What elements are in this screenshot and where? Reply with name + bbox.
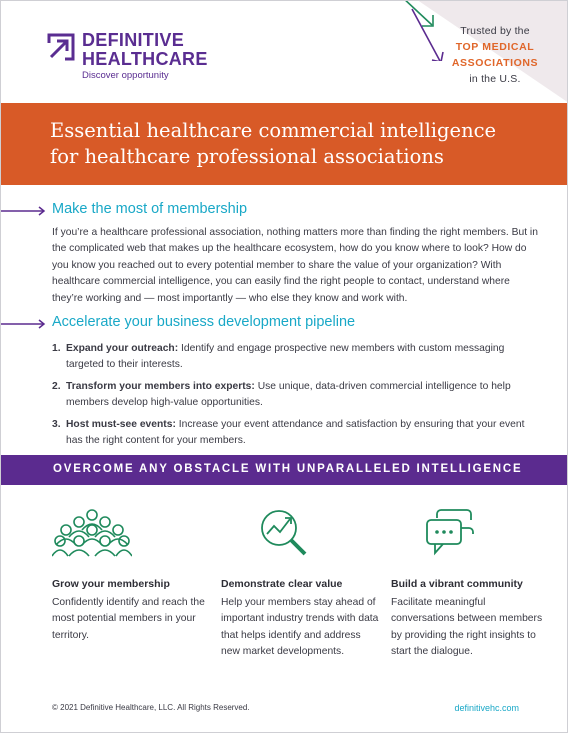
feature-text: Confidently identify and reach the most potential members in your territory. [52,597,205,641]
title-banner [1,103,568,185]
list-item [52,379,542,412]
section-arrow-icon [1,206,47,216]
logo-mark-icon [47,33,75,61]
pipeline-list [52,341,542,454]
list-item [52,417,542,450]
company-logo [47,31,208,81]
feature-build-community [391,506,551,661]
list-item-lead: Host must-see events: [66,418,176,430]
list-item-text: Use unique, data-driven commercial intelligence to help members develop high-value opportunities. [66,380,511,409]
feature-text: Facilitate meaningful conversations between members by providing the right insights to start the dialogue. [391,597,543,658]
people-group-icon [52,506,132,562]
list-number: 1. [52,343,61,354]
website-link[interactable]: definitivehc.com [454,703,519,713]
trusted-highlight2: ASSOCIATIONS [451,57,539,69]
section-title-membership: Make the most of membership [52,201,248,217]
title-line2: for healthcare professional associations [50,145,444,168]
feature-title: Build a vibrant community [391,578,523,590]
list-number: 2. [52,380,61,392]
title-line1: Essential healthcare commercial intelligence [50,119,497,142]
chat-bubbles-icon [425,506,505,562]
feature-title: Demonstrate clear value [221,578,343,590]
list-item-lead: Transform your members into experts: [66,380,255,392]
list-number: 3. [52,418,61,430]
logo-line2: HEALTHCARE [82,49,208,69]
section-title-pipeline: Accelerate your business development pipeline [52,314,356,330]
feature-demonstrate-value [221,506,381,661]
trusted-badge [435,23,555,87]
feature-title: Grow your membership [52,578,170,590]
list-item [52,341,542,374]
list-item-text: Identify and engage prospective new members with custom messaging targeted to their interests. [66,343,505,371]
magnifier-growth-icon [257,506,337,562]
section-body-membership: If you’re a healthcare professional association, nothing matters more than finding the right members. But in the complicated web that makes up the healthcare ecosystem, how do you know where to look? How do you know you reached out to every potential member to share the value of your organization? With healthcare commercial intelligence, you can easily find the right people to contact, understand where they’re working and — most importantly — who else they know and work with. [52,227,538,304]
page-title [50,118,530,170]
list-item-text: Increase your event attendance and satisfaction by ensuring that your event has the right content for your members. [66,418,525,447]
trusted-highlight1: TOP MEDICAL [455,41,535,53]
band-text: OVERCOME ANY OBSTACLE WITH UNPARALLELED INTELLIGENCE [53,463,523,475]
intelligence-band [1,455,568,485]
section-arrow-icon [1,319,47,329]
logo-tagline: Discover opportunity [82,70,169,81]
list-item-lead: Expand your outreach: [66,343,179,354]
logo-line1: DEFINITIVE [82,30,185,50]
feature-text: Help your members stay ahead of important industry trends with data that helps identify and address new market developments. [221,597,379,658]
trusted-line2: in the U.S. [469,73,521,85]
feature-grow-membership [52,506,212,644]
trusted-line1: Trusted by the [460,25,530,37]
copyright-text: © 2021 Definitive Healthcare, LLC. All Rights Reserved. [52,703,250,712]
